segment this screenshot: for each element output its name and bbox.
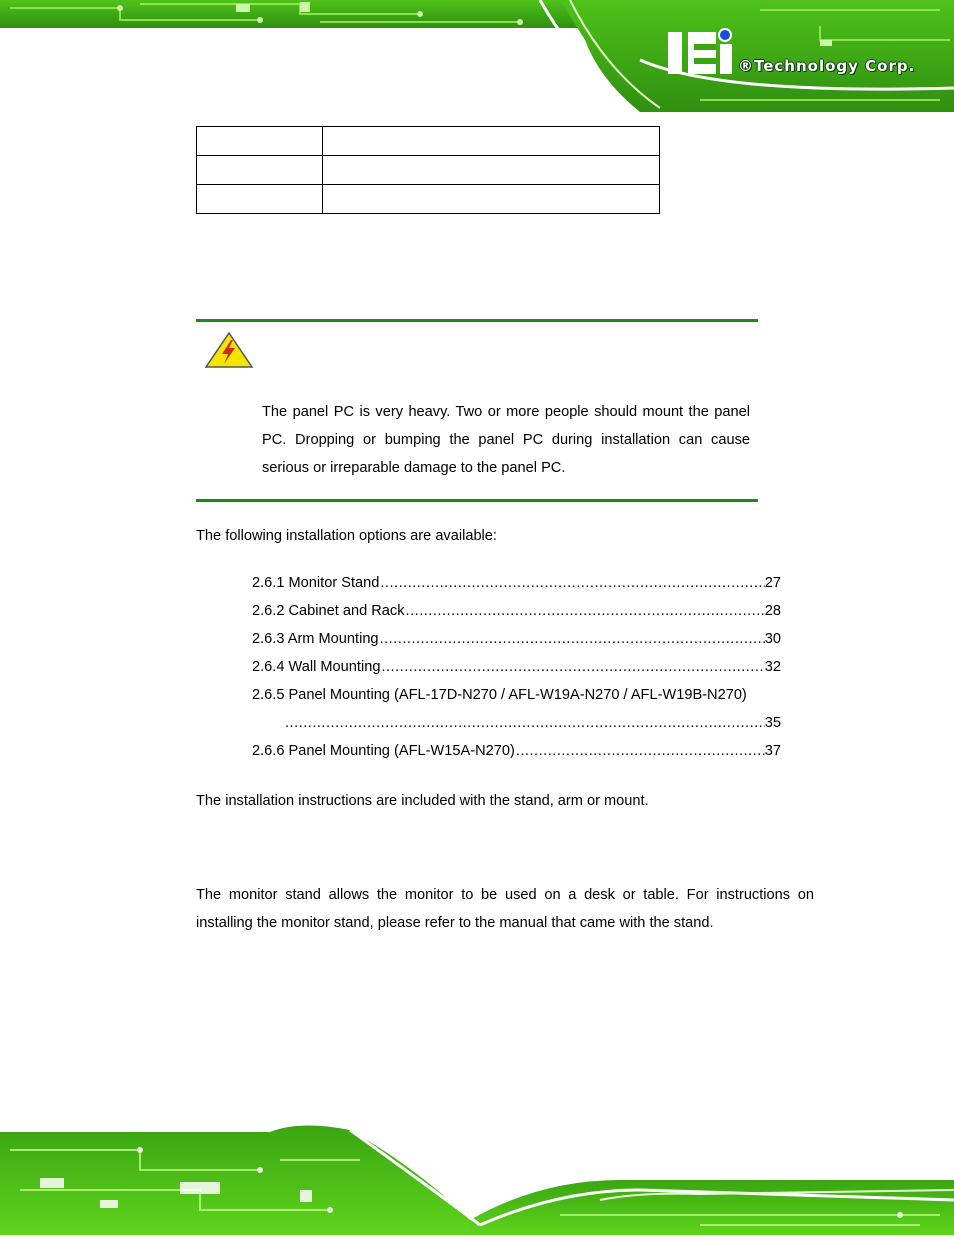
toc-label: 2.6.4 Wall Mounting <box>252 659 381 675</box>
toc-leader <box>380 653 764 681</box>
toc-leader <box>379 569 764 597</box>
monitor-stand-paragraph: The monitor stand allows the monitor to be used on a desk or table. For instructions on installing the monitor stand, please refer to the manual that came with the stand. <box>196 887 814 931</box>
list-item[interactable] <box>252 653 781 681</box>
table-cell <box>197 156 323 185</box>
toc-page: 28 <box>764 603 781 619</box>
instructions-note: The installation instructions are included with the stand, arm or mount. <box>196 793 649 809</box>
list-item[interactable] <box>252 625 781 653</box>
list-item[interactable] <box>252 597 781 625</box>
toc-label: 2.6.1 Monitor Stand <box>252 575 380 591</box>
table-cell <box>323 185 660 214</box>
toc-label: 2.6.3 Arm Mounting <box>252 631 379 647</box>
toc-page: 27 <box>764 575 781 591</box>
warning-bottom-rule <box>196 499 758 502</box>
toc-page: 35 <box>764 715 781 731</box>
warning-text: The panel PC is very heavy. Two or more people should mount the panel PC. Dropping or bumping the panel PC during installation can cause serious or irreparable damage to the panel PC. <box>262 404 750 476</box>
circuit-board-header-graphic <box>0 0 954 112</box>
table-row <box>197 156 660 185</box>
toc-leader <box>405 597 765 625</box>
table-cell <box>197 185 323 214</box>
toc-leader <box>379 625 765 653</box>
table-cell <box>197 127 323 156</box>
list-item[interactable] <box>252 681 781 709</box>
table-cell <box>323 127 660 156</box>
toc-label: 2.6.6 Panel Mounting (AFL-W15A-N270) <box>252 743 515 759</box>
table-row <box>197 185 660 214</box>
toc-label: 2.6.2 Cabinet and Rack <box>252 603 405 619</box>
list-item[interactable] <box>252 709 781 737</box>
toc-page: 37 <box>764 743 781 759</box>
company-logo-text: ®Technology Corp. <box>738 57 916 75</box>
warning-lightning-icon <box>204 331 254 369</box>
list-item[interactable] <box>252 569 781 597</box>
toc-leader <box>284 709 765 737</box>
circuit-board-footer-graphic <box>0 1120 954 1235</box>
header-banner <box>0 0 954 112</box>
iei-logo <box>668 29 732 74</box>
list-item[interactable] <box>252 737 781 765</box>
table-row <box>197 127 660 156</box>
toc-page: 32 <box>764 659 781 675</box>
toc-leader <box>515 737 765 765</box>
warning-top-rule <box>196 319 758 322</box>
table-cell <box>323 156 660 185</box>
installation-options-list <box>252 569 781 765</box>
toc-page: 30 <box>764 631 781 647</box>
footer-banner <box>0 1120 954 1235</box>
installation-options-intro: The following installation options are available: <box>196 528 497 544</box>
spec-table <box>196 126 660 214</box>
toc-label: 2.6.5 Panel Mounting (AFL-17D-N270 / AFL-W19A-N270 / AFL-W19B-N270) <box>252 687 747 703</box>
